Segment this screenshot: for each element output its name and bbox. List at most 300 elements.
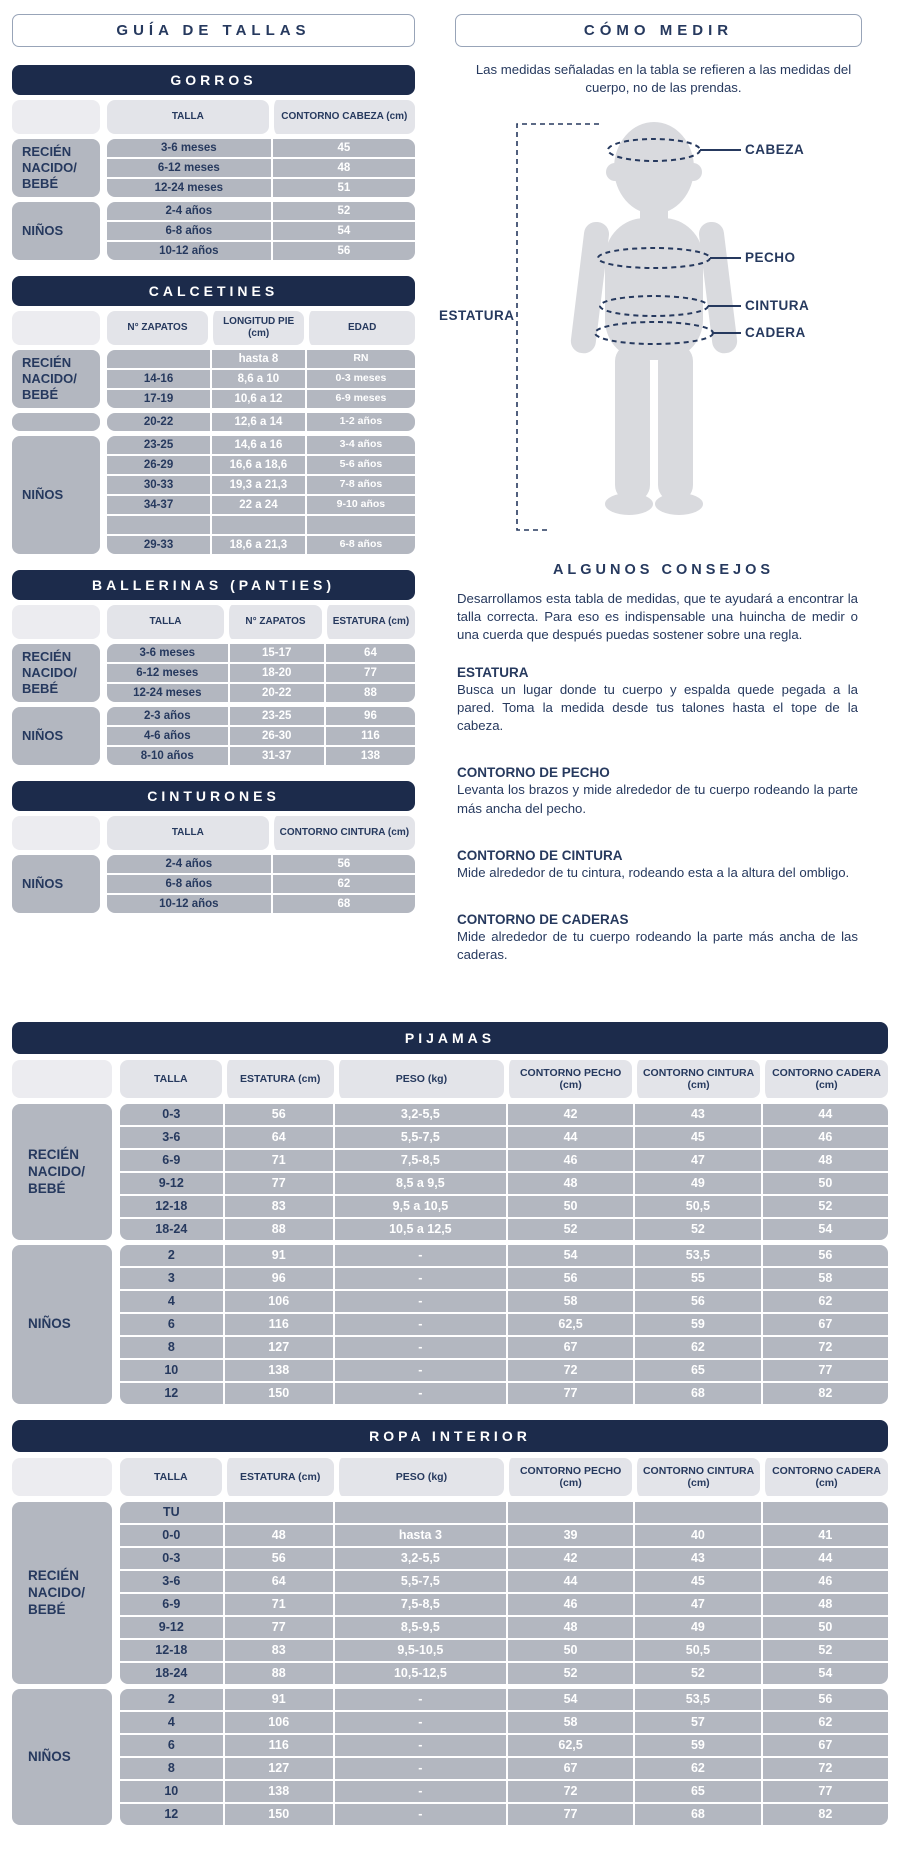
- calcetines-section-header: CALCETINES: [12, 276, 415, 306]
- table-cell: 56: [223, 1548, 333, 1569]
- table-group: [12, 707, 415, 765]
- table-cell: 49: [633, 1617, 760, 1638]
- table-rows: [120, 1689, 888, 1825]
- table-cell: 46: [506, 1150, 633, 1171]
- table-rows: [120, 1245, 888, 1404]
- table-row: [120, 1661, 888, 1684]
- table-cell: 6-12 meses: [157, 161, 220, 174]
- table-rows: [120, 1104, 888, 1240]
- table-cell: 72: [506, 1360, 633, 1381]
- table-row: [120, 1266, 888, 1289]
- table-cell: 26-29: [143, 458, 174, 471]
- table-row: [120, 1125, 888, 1148]
- table-cell: 58: [761, 1268, 888, 1289]
- table-cell: 14-16: [143, 372, 174, 385]
- tip-text: Mide alrededor de tu cintura, rodeando esta a la altura del ombligo.: [457, 864, 850, 880]
- table-cell: 47: [633, 1594, 760, 1615]
- table-row: [120, 1194, 888, 1217]
- table-cell: -: [333, 1712, 506, 1733]
- table-cell: 18-24: [155, 1666, 188, 1680]
- table-cell: 62,5: [506, 1314, 633, 1335]
- table-row: [107, 514, 415, 534]
- table-group: [12, 436, 415, 554]
- table-cell: 62: [271, 875, 415, 893]
- table-cell: 127: [223, 1758, 333, 1779]
- tip-contorno-cintura: [457, 848, 858, 882]
- table-row: [107, 644, 415, 662]
- table-cell: 48: [506, 1617, 633, 1638]
- table-cell: RN: [305, 350, 415, 368]
- table-cell: 1-2 años: [305, 413, 415, 431]
- table-cell: 12: [164, 1807, 179, 1821]
- table-cell: 2-4 años: [165, 857, 213, 870]
- table-header-row: [12, 1458, 888, 1496]
- table-cell: 4: [167, 1294, 175, 1308]
- table-cell: [210, 516, 305, 534]
- table-rows: [107, 202, 415, 260]
- table-cell: 2: [167, 1248, 175, 1262]
- table-cell: 49: [633, 1173, 760, 1194]
- pijamas-table: [12, 1060, 888, 1404]
- table-cell: 3-4 años: [305, 436, 415, 454]
- table-row: [107, 240, 415, 260]
- table-cell: 10-12 años: [159, 244, 219, 257]
- table-cell: 12-24 meses: [133, 686, 202, 699]
- table-cell: 62: [633, 1337, 760, 1358]
- table-cell: -: [333, 1804, 506, 1825]
- table-cell: 10-12 años: [159, 897, 219, 910]
- table-cell: -: [333, 1337, 506, 1358]
- table-cell: 54: [761, 1663, 888, 1684]
- ropa-interior-table: [12, 1458, 888, 1825]
- tip-text: Mide alrededor de tu cuerpo rodeando la parte más ancha de las caderas.: [457, 928, 858, 963]
- table-cell: 6-8 años: [165, 224, 213, 237]
- table-group: [12, 855, 415, 913]
- tip-title: CONTORNO DE CADERAS: [457, 911, 629, 927]
- table-cell: TU: [162, 1505, 180, 1519]
- table-cell: 96: [223, 1268, 333, 1289]
- table-cell: 48: [761, 1594, 888, 1615]
- table-cell: 52: [633, 1219, 760, 1240]
- table-row: [107, 454, 415, 474]
- table-cell: 4-6 años: [143, 729, 191, 742]
- column-header: CONTORNO CINTURA (cm): [632, 1060, 760, 1098]
- table-cell: 83: [223, 1640, 333, 1661]
- table-cell: 12: [164, 1386, 179, 1400]
- table-cell: 72: [761, 1337, 888, 1358]
- table-cell: 77: [324, 664, 415, 682]
- table-cell: 44: [506, 1127, 633, 1148]
- table-cell: -: [333, 1383, 506, 1404]
- table-cell: 59: [633, 1735, 760, 1756]
- table-cell: 17-19: [143, 392, 174, 405]
- table-cell: 77: [223, 1617, 333, 1638]
- table-row: [120, 1569, 888, 1592]
- group-label: NIÑOS: [12, 1689, 112, 1825]
- table-cell: 3,2-5,5: [333, 1548, 506, 1569]
- table-cell: 45: [271, 139, 415, 157]
- ballerinas-section-header: BALLERINAS (PANTIES): [12, 570, 415, 600]
- table-cell: 52: [506, 1219, 633, 1240]
- table-cell: 46: [761, 1127, 888, 1148]
- body-measurement-diagram: [439, 106, 888, 558]
- table-cell: 116: [223, 1314, 333, 1335]
- group-label: NIÑOS: [12, 202, 100, 260]
- table-cell: 91: [223, 1689, 333, 1710]
- table-cell: 7,5-8,5: [333, 1594, 506, 1615]
- table-cell: 9-12: [158, 1620, 184, 1634]
- table-cell: 8: [167, 1340, 175, 1354]
- table-cell: [107, 516, 210, 534]
- table-cell: 26-30: [228, 727, 324, 745]
- table-row: [120, 1615, 888, 1638]
- table-cell: 0-3: [162, 1107, 181, 1121]
- table-cell: 6-12 meses: [136, 666, 199, 679]
- column-header: ESTATURA (cm): [222, 1060, 334, 1098]
- table-row: [107, 893, 415, 913]
- table-cell: 55: [633, 1268, 760, 1289]
- table-cell: -: [333, 1291, 506, 1312]
- table-cell: 31-37: [228, 747, 324, 765]
- table-cell: 50: [761, 1173, 888, 1194]
- consejos-body: [439, 590, 888, 964]
- table-cell: 52: [761, 1196, 888, 1217]
- table-cell: 4: [167, 1715, 175, 1729]
- group-label: NIÑOS: [12, 855, 100, 913]
- table-group: [12, 350, 415, 408]
- table-cell: [506, 1502, 633, 1523]
- table-cell: hasta 8: [210, 350, 305, 368]
- table-cell: 116: [324, 727, 415, 745]
- table-group: [12, 1502, 888, 1684]
- table-cell: 50: [506, 1640, 633, 1661]
- table-cell: -: [333, 1781, 506, 1802]
- table-cell: 150: [223, 1804, 333, 1825]
- tip-contorno-caderas: [457, 912, 858, 964]
- table-cell: 46: [506, 1594, 633, 1615]
- table-cell: 50: [506, 1196, 633, 1217]
- ropa-interior-section-header: ROPA INTERIOR: [12, 1420, 888, 1452]
- diagram-label-cabeza: CABEZA: [745, 141, 805, 157]
- table-cell: 9,5 a 10,5: [333, 1196, 506, 1217]
- table-cell: -: [333, 1245, 506, 1266]
- table-cell: 48: [761, 1150, 888, 1171]
- table-cell: 68: [271, 895, 415, 913]
- table-cell: 62: [761, 1712, 888, 1733]
- table-cell: 106: [223, 1291, 333, 1312]
- tip-text: Levanta los brazos y mide alrededor de tu cuerpo rodeando la parte más ancha del pecho.: [457, 782, 858, 816]
- table-cell: 50: [761, 1617, 888, 1638]
- table-row: [107, 725, 415, 745]
- table-row: [107, 368, 415, 388]
- table-cell: 53,5: [633, 1689, 760, 1710]
- diagram-label-cadera: CADERA: [745, 324, 806, 340]
- table-cell: -: [333, 1689, 506, 1710]
- consejos-heading: ALGUNOS CONSEJOS: [552, 561, 775, 578]
- table-cell: 0-3 meses: [305, 370, 415, 388]
- table-cell: 45: [633, 1127, 760, 1148]
- column-header: ESTATURA (cm): [222, 1458, 334, 1496]
- table-cell: 10,5 a 12,5: [333, 1219, 506, 1240]
- table-cell: 67: [761, 1314, 888, 1335]
- table-cell: 64: [223, 1571, 333, 1592]
- table-cell: 52: [761, 1640, 888, 1661]
- table-cell: 68: [633, 1804, 760, 1825]
- group-label: NIÑOS: [12, 436, 100, 554]
- table-cell: 67: [761, 1735, 888, 1756]
- table-cell: 56: [761, 1689, 888, 1710]
- table-cell: 44: [506, 1571, 633, 1592]
- table-corner-cell: [12, 1060, 112, 1098]
- column-header: ESTATURA (cm): [322, 605, 415, 639]
- table-cell: 56: [633, 1291, 760, 1312]
- table-cell: 39: [506, 1525, 633, 1546]
- table-cell: 23-25: [228, 707, 324, 725]
- table-cell: 2-4 años: [165, 204, 213, 217]
- tip-text: Busca un lugar donde tu cuerpo y espalda quede pegada a la pared. Toma la medida desde tus talones hasta el tope de la cabeza.: [457, 681, 858, 734]
- group-label: RECIÉN NACIDO/ BEBÉ: [12, 1502, 112, 1684]
- table-row: [107, 413, 415, 431]
- table-cell: -: [333, 1360, 506, 1381]
- table-cell: 91: [223, 1245, 333, 1266]
- table-row: [107, 157, 415, 177]
- ropa-interior-section: [0, 1420, 900, 1825]
- column-header: CONTORNO CINTURA (cm): [269, 816, 415, 850]
- table-row: [107, 177, 415, 197]
- table-cell: 7-8 años: [305, 476, 415, 494]
- table-rows: [107, 644, 415, 702]
- table-cell: 10,6 a 12: [210, 390, 305, 408]
- table-cell: [633, 1502, 760, 1523]
- gorros-section: [12, 65, 415, 260]
- table-row: [120, 1523, 888, 1546]
- table-cell: 2-3 años: [143, 709, 191, 722]
- table-cell: 8,5 a 9,5: [333, 1173, 506, 1194]
- table-group: [12, 1245, 888, 1404]
- table-cell: 57: [633, 1712, 760, 1733]
- how-to-measure-column: [439, 14, 888, 994]
- column-header: CONTORNO PECHO (cm): [504, 1458, 632, 1496]
- tip-title: CONTORNO DE CINTURA: [457, 847, 623, 863]
- table-cell: hasta 3: [333, 1525, 506, 1546]
- pijamas-section: [0, 1022, 900, 1404]
- table-cell: 58: [506, 1291, 633, 1312]
- table-row: [107, 220, 415, 240]
- cinturones-section-header: CINTURONES: [12, 781, 415, 811]
- table-row: [107, 436, 415, 454]
- table-cell: 52: [506, 1663, 633, 1684]
- tip-title: CONTORNO DE PECHO: [457, 765, 610, 781]
- table-group: [12, 1104, 888, 1240]
- table-cell: 56: [223, 1104, 333, 1125]
- table-cell: 82: [761, 1804, 888, 1825]
- table-cell: 12,6 a 14: [210, 413, 305, 431]
- table-cell: 77: [761, 1781, 888, 1802]
- tip-estatura: [457, 665, 858, 736]
- table-cell: 8,5-9,5: [333, 1617, 506, 1638]
- column-header: LONGITUD PIE (cm): [208, 311, 304, 345]
- column-header: TALLA: [120, 1458, 222, 1496]
- table-cell: 20-22: [143, 415, 174, 428]
- table-cell: 56: [506, 1268, 633, 1289]
- diagram-label-cintura: CINTURA: [745, 297, 810, 313]
- table-row: [107, 494, 415, 514]
- table-cell: 62: [633, 1758, 760, 1779]
- table-row: [120, 1710, 888, 1733]
- table-cell: 53,5: [633, 1245, 760, 1266]
- pijamas-section-header: PIJAMAS: [12, 1022, 888, 1054]
- table-cell: [761, 1502, 888, 1523]
- table-row: [107, 873, 415, 893]
- table-row: [120, 1802, 888, 1825]
- table-cell: 88: [324, 684, 415, 702]
- table-cell: 12-24 meses: [154, 181, 224, 194]
- consejos-paragraph: Desarrollamos esta tabla de medidas, que te ayudará a encontrar la talla correcta. Para eso es indispensable una huincha de medir o una cuerda que después puedas sostener sobre una regla.: [457, 590, 858, 643]
- table-cell: 6-8 años: [165, 877, 213, 890]
- table-cell: 67: [506, 1758, 633, 1779]
- table-cell: 67: [506, 1337, 633, 1358]
- table-cell: 138: [223, 1360, 333, 1381]
- table-cell: 12-18: [155, 1643, 188, 1657]
- table-row: [107, 534, 415, 554]
- table-corner-cell: [12, 1458, 112, 1496]
- table-cell: 50,5: [633, 1640, 760, 1661]
- table-cell: 46: [761, 1571, 888, 1592]
- table-row: [120, 1756, 888, 1779]
- table-cell: 0-3: [162, 1551, 181, 1565]
- table-row: [120, 1312, 888, 1335]
- table-cell: 45: [633, 1571, 760, 1592]
- table-cell: 19,3 a 21,3: [210, 476, 305, 494]
- table-cell: 56: [271, 855, 415, 873]
- table-cell: -: [333, 1268, 506, 1289]
- size-tables-column: [12, 14, 415, 994]
- table-cell: 18-24: [155, 1222, 188, 1236]
- table-group: [12, 413, 415, 431]
- table-cell: 6-9 meses: [305, 390, 415, 408]
- table-cell: 64: [223, 1127, 333, 1148]
- table-cell: 64: [324, 644, 415, 662]
- table-row: [107, 202, 415, 220]
- table-cell: 29-33: [143, 538, 174, 551]
- table-cell: 9,5-10,5: [333, 1640, 506, 1661]
- group-label: NIÑOS: [12, 707, 100, 765]
- table-cell: 3,2-5,5: [333, 1104, 506, 1125]
- table-cell: -: [333, 1758, 506, 1779]
- table-cell: 77: [761, 1360, 888, 1381]
- table-cell: -: [333, 1735, 506, 1756]
- table-rows: [107, 855, 415, 913]
- table-cell: 54: [761, 1219, 888, 1240]
- table-cell: 3-6 meses: [161, 141, 217, 154]
- group-label-empty: [12, 413, 100, 431]
- calcetines-table: [12, 311, 415, 554]
- table-cell: 5,5-7,5: [333, 1127, 506, 1148]
- table-cell: 6: [167, 1317, 175, 1331]
- table-cell: 65: [633, 1781, 760, 1802]
- table-cell: 138: [223, 1781, 333, 1802]
- table-cell: 10: [164, 1363, 179, 1377]
- table-cell: 52: [633, 1663, 760, 1684]
- table-corner-cell: [12, 605, 100, 639]
- ballerinas-table: [12, 605, 415, 765]
- table-corner-cell: [12, 100, 100, 134]
- table-rows: [107, 413, 415, 431]
- table-cell: 15-17: [228, 644, 324, 662]
- table-row: [107, 388, 415, 408]
- table-row: [107, 474, 415, 494]
- group-label: RECIÉN NACIDO/ BEBÉ: [12, 644, 100, 702]
- table-cell: [107, 350, 210, 368]
- gorros-section-header: GORROS: [12, 65, 415, 95]
- cinturones-table: [12, 816, 415, 913]
- column-header: PESO (kg): [334, 1060, 504, 1098]
- table-row: [120, 1217, 888, 1240]
- table-cell: 3-6 meses: [139, 646, 196, 659]
- body-silhouette-svg: [439, 106, 887, 558]
- table-cell: 10: [164, 1784, 179, 1798]
- table-group: [12, 644, 415, 702]
- table-cell: 56: [761, 1245, 888, 1266]
- gorros-table: [12, 100, 415, 260]
- table-corner-cell: [12, 816, 100, 850]
- table-cell: 48: [223, 1525, 333, 1546]
- table-cell: 96: [324, 707, 415, 725]
- table-cell: 8-10 años: [140, 749, 194, 762]
- table-cell: 47: [633, 1150, 760, 1171]
- table-cell: 72: [761, 1758, 888, 1779]
- table-cell: 106: [223, 1712, 333, 1733]
- table-row: [120, 1148, 888, 1171]
- diagram-label-estatura: ESTATURA: [439, 307, 515, 323]
- table-cell: 88: [223, 1219, 333, 1240]
- table-cell: 48: [271, 159, 415, 177]
- table-cell: 72: [506, 1781, 633, 1802]
- table-cell: 54: [271, 222, 415, 240]
- table-rows: [107, 436, 415, 554]
- tip-contorno-pecho: [457, 765, 858, 817]
- group-label: NIÑOS: [12, 1245, 112, 1404]
- cinturones-section: [12, 781, 415, 913]
- group-label: RECIÉN NACIDO/ BEBÉ: [12, 139, 100, 197]
- table-cell: [305, 516, 415, 534]
- table-cell: 2: [167, 1692, 175, 1706]
- table-cell: 3: [167, 1271, 175, 1285]
- table-cell: 88: [223, 1663, 333, 1684]
- table-cell: 9-10 años: [305, 496, 415, 514]
- column-header: CONTORNO CINTURA (cm): [632, 1458, 760, 1496]
- table-cell: 52: [271, 202, 415, 220]
- table-cell: 56: [271, 242, 415, 260]
- table-cell: 3-6: [162, 1130, 181, 1144]
- table-rows: [107, 139, 415, 197]
- table-row: [120, 1335, 888, 1358]
- table-cell: 14,6 a 16: [210, 436, 305, 454]
- group-label: RECIÉN NACIDO/ BEBÉ: [12, 350, 100, 408]
- table-row: [120, 1546, 888, 1569]
- table-cell: 0-0: [162, 1528, 181, 1542]
- table-rows: [120, 1502, 888, 1684]
- column-header: TALLA: [107, 816, 269, 850]
- table-cell: 23-25: [143, 438, 174, 451]
- table-cell: 62,5: [506, 1735, 633, 1756]
- table-row: [120, 1381, 888, 1404]
- table-cell: [223, 1502, 333, 1523]
- table-cell: 7,5-8,5: [333, 1150, 506, 1171]
- table-row: [107, 350, 415, 368]
- table-cell: [333, 1502, 506, 1523]
- table-row: [107, 855, 415, 873]
